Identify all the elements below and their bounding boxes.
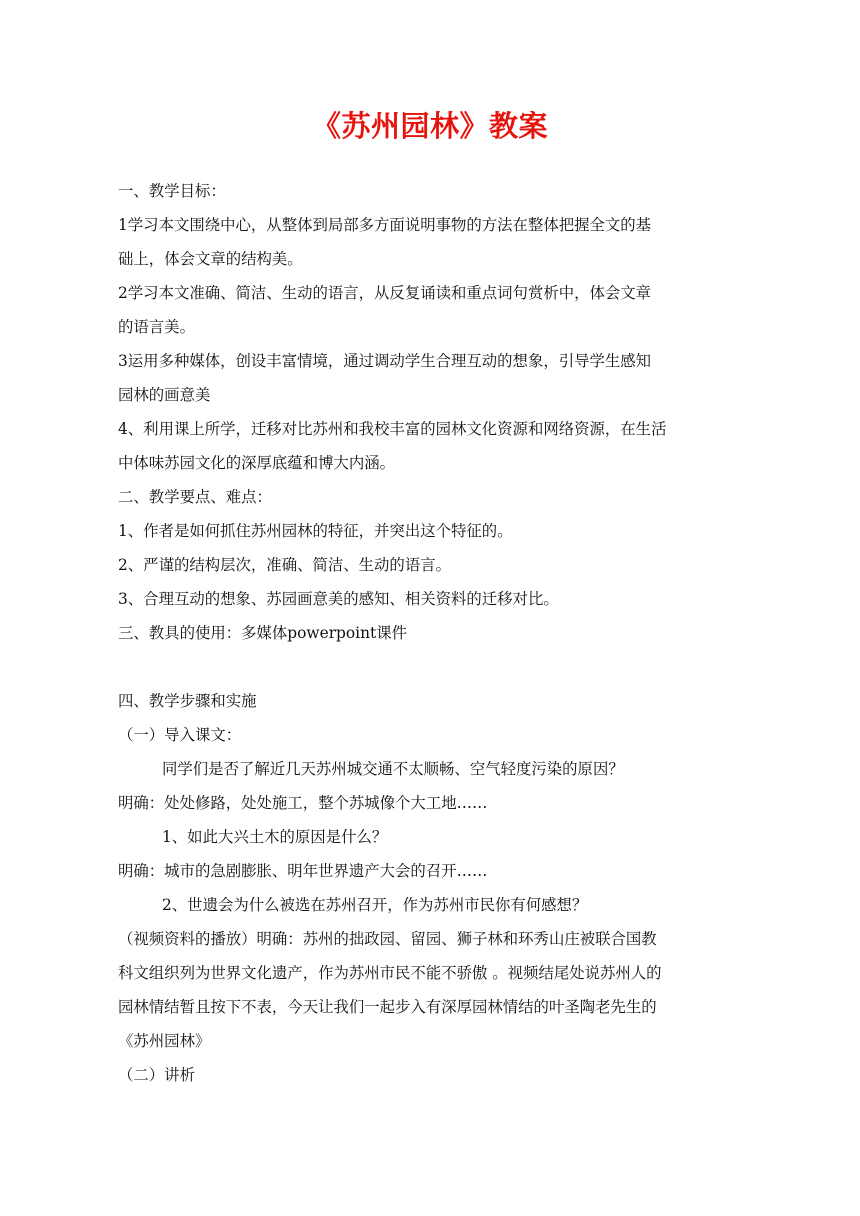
paragraph-line: 3运用多种媒体，创设丰富情境，通过调动学生合理互动的想象，引导学生感知 xyxy=(118,352,652,370)
paragraph-line: 《苏州园林》 xyxy=(118,1032,211,1050)
section-heading-teaching-aids: 三、教具的使用：多媒体powerpoint课件 xyxy=(118,624,407,642)
paragraph-line: 明确：处处修路，处处施工，整个苏城像个大工地…… xyxy=(118,794,488,812)
paragraph-line: 4、利用课上所学，迁移对比苏州和我校丰富的园林文化资源和网络资源，在生活 xyxy=(118,420,667,438)
subsection-heading-intro: （一）导入课文： xyxy=(118,726,242,744)
paragraph-line: 同学们是否了解近几天苏州城交通不太顺畅、空气轻度污染的原因？ xyxy=(162,760,624,778)
paragraph-line: 础上，体会文章的结构美。 xyxy=(118,250,303,268)
section-heading-steps: 四、教学步骤和实施 xyxy=(118,692,257,710)
subsection-heading-analysis: （二）讲析 xyxy=(118,1066,195,1084)
paragraph-line: 1学习本文围绕中心，从整体到局部多方面说明事物的方法在整体把握全文的基 xyxy=(118,216,652,234)
paragraph-line: 1、作者是如何抓住苏州园林的特征，并突出这个特征的。 xyxy=(118,522,513,540)
document-title: 《苏州园林》教案 xyxy=(311,109,548,143)
paragraph-line: 2、世遗会为什么被选在苏州召开，作为苏州市民你有何感想？ xyxy=(162,896,588,914)
paragraph-line: 园林的画意美 xyxy=(118,386,211,404)
paragraph-line: 2、严谨的结构层次，准确、简洁、生动的语言。 xyxy=(118,556,451,574)
paragraph-line: 1、如此大兴土木的原因是什么？ xyxy=(162,828,388,846)
paragraph-line: 2学习本文准确、简洁、生动的语言，从反复诵读和重点词句赏析中，体会文章 xyxy=(118,284,652,302)
paragraph-line: 园林情结暂且按下不表，今天让我们一起步入有深厚园林情结的叶圣陶老先生的 xyxy=(118,998,657,1016)
paragraph-line: 中体味苏园文化的深厚底蕴和博大内涵。 xyxy=(118,454,396,472)
section-heading-objectives: 一、教学目标： xyxy=(118,182,226,200)
section-heading-key-points: 二、教学要点、难点： xyxy=(118,488,272,506)
paragraph-line: 3、合理互动的想象、苏园画意美的感知、相关资料的迁移对比。 xyxy=(118,590,559,608)
blank-line xyxy=(118,650,743,684)
paragraph-line: 科文组织列为世界文化遗产，作为苏州市民不能不骄傲 。视频结尾处说苏州人的 xyxy=(118,964,662,982)
paragraph-line: 的语言美。 xyxy=(118,318,195,336)
document-body xyxy=(118,174,743,1092)
paragraph-line: 明确：城市的急剧膨胀、明年世界遗产大会的召开…… xyxy=(118,862,488,880)
paragraph-line: （视频资料的播放）明确：苏州的拙政园、留园、狮子林和环秀山庄被联合国教 xyxy=(118,930,657,948)
